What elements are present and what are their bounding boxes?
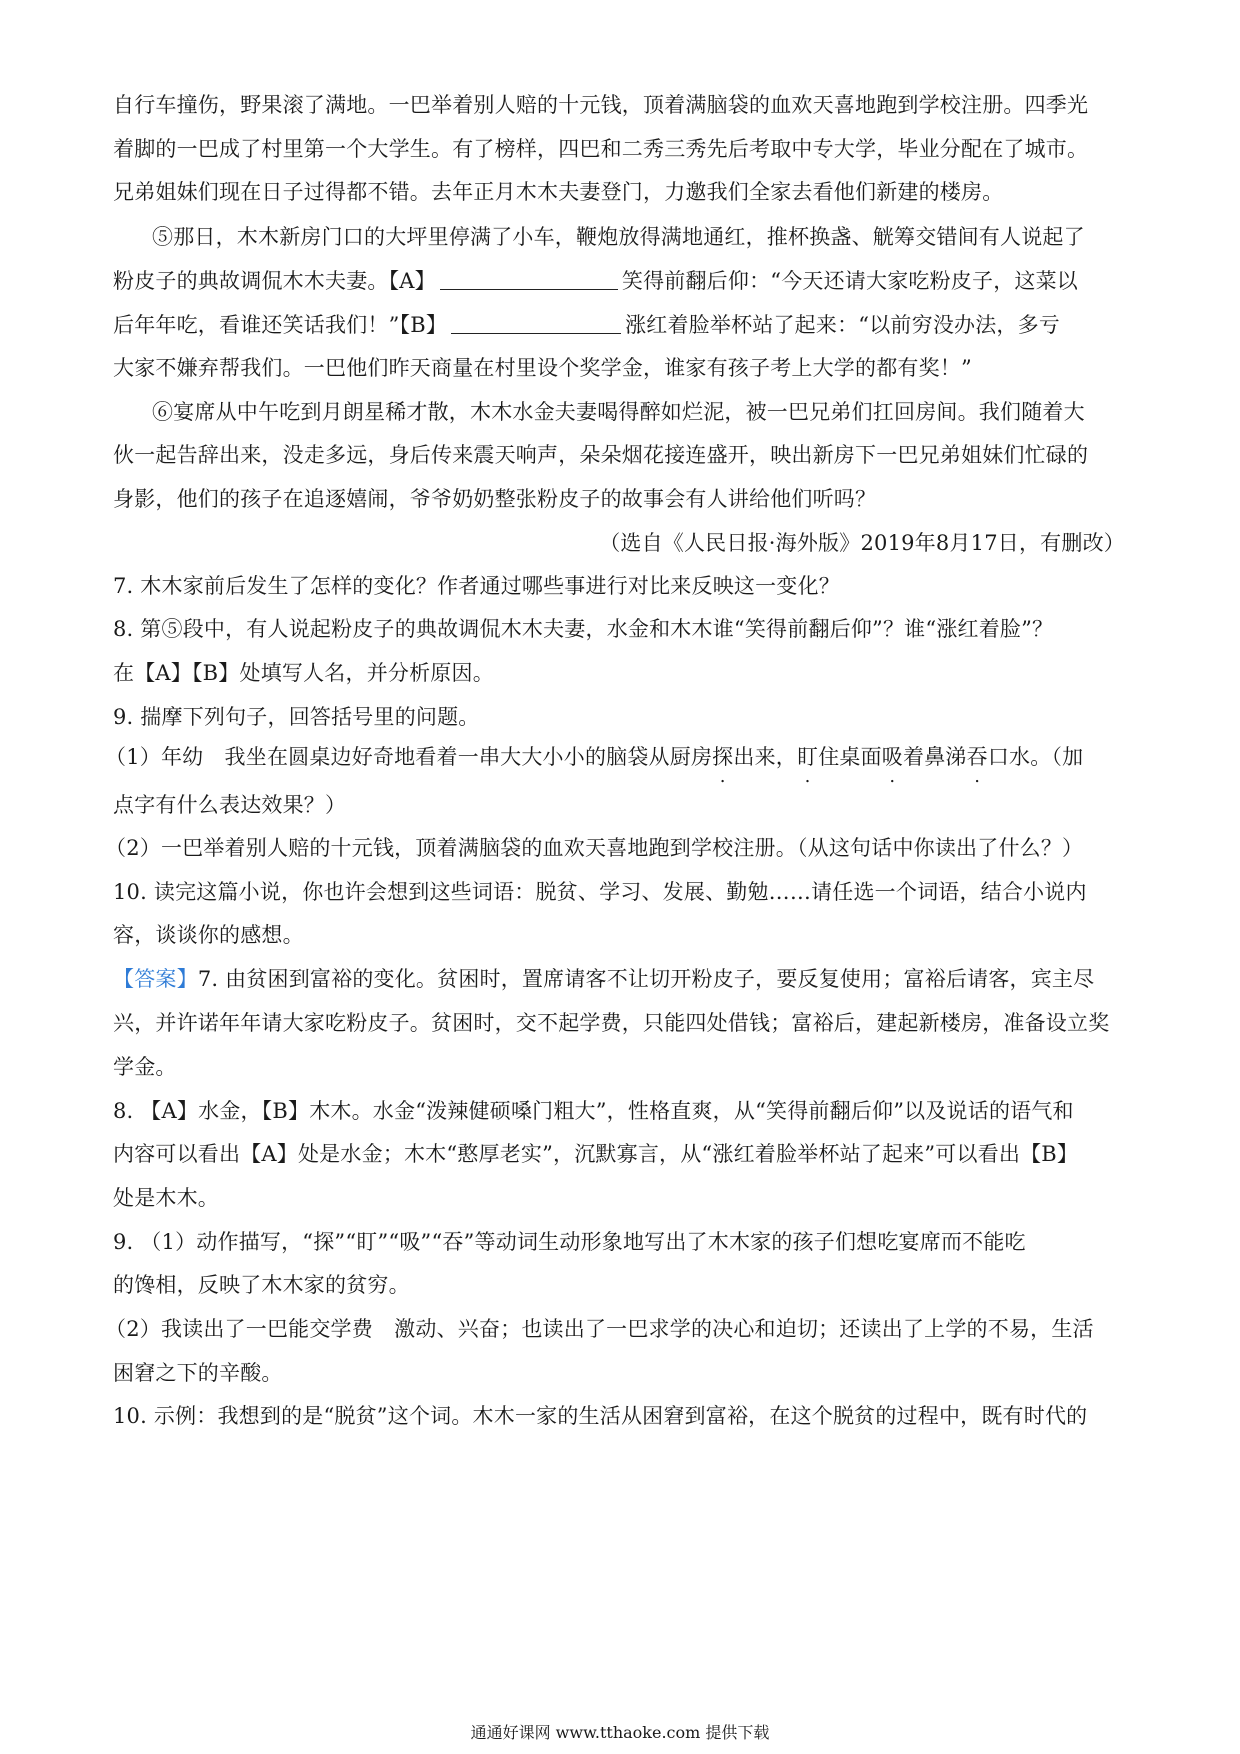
question-8-line-2: 在【A】【B】处填写人名，并分析原因。	[113, 661, 494, 685]
paragraph-6-line-2: 伙一起告辞出来，没走多远，身后传来震天响声，朵朵烟花接连盛开，映出新房下一巴兄弟姐妹们忙碌的	[113, 443, 1089, 467]
answer-9-line-2: 的馋相，反映了木木家的贫穷。	[113, 1273, 410, 1297]
answer-9-line-1: 9. （1）动作描写，“探”“盯”“吸”“吞”等动词生动形象地写出了木木家的孩子们想吃宴席而不能吃	[113, 1230, 1026, 1254]
q9-1-text-pre: （1）年幼 我坐在圆桌边好奇地看着一串大大小小的脑袋从厨房	[105, 745, 713, 769]
paragraph-5-line-3	[113, 310, 1133, 340]
story-line-1: 自行车撞伤，野果滚了满地。一巴举着别人赔的十元钱，顶着满脑袋的血欢天喜地跑到学校注册。四季光	[113, 93, 1089, 117]
dotted-word-xi: 吸	[881, 745, 903, 769]
paragraph-6-line-3: 身影，他们的孩子在追逐嬉闹，爷爷奶奶整张粉皮子的故事会有人讲给他们听吗？	[113, 487, 877, 511]
blank-b	[451, 313, 621, 334]
dotted-word-tun: 吞	[966, 745, 988, 769]
paragraph-5-text-a: 粉皮子的典故调侃木木夫妻。【A】	[113, 269, 436, 293]
paragraph-5-text-b: 笑得前翻后仰：“今天还请大家吃粉皮子，这菜以	[621, 269, 1079, 293]
paragraph-5-text-d: 涨红着脸举杯站了起来：“以前穷没办法，多亏	[625, 313, 1061, 337]
question-9-2: （2）一巴举着别人赔的十元钱，顶着满脑袋的血欢天喜地跑到学校注册。（从这句话中你读出了什么？）	[105, 836, 1084, 860]
dotted-word-ding: 盯	[796, 745, 819, 769]
answer-8-line-2: 内容可以看出【A】处是水金；木木“憨厚老实”，沉默寡言，从“涨红着脸举杯站了起来”可以看出【B】	[113, 1142, 1079, 1166]
answer-7-text: 7. 由贫困到富裕的变化。贫困时，置席请客不让切开粉皮子，要反复使用；富裕后请客，宾主尽	[197, 967, 1095, 991]
story-line-3: 兄弟姐妹们现在日子过得都不错。去年正月木木夫妻登门，力邀我们全家去看他们新建的楼房。	[113, 180, 1004, 204]
question-8-line-1: 8. 第⑤段中，有人说起粉皮子的典故调侃木木夫妻，水金和木木谁“笑得前翻后仰”？谁“涨红着脸”？	[113, 617, 1054, 641]
q9-1-text-mid1: 出来，	[733, 745, 797, 769]
answer-9-line-4: 困窘之下的辛酸。	[113, 1361, 283, 1385]
answer-8-line-3: 处是木木。	[113, 1186, 219, 1210]
dotted-word-tan: 探	[712, 745, 734, 769]
paragraph-6-line-1: ⑥宴席从中午吃到月朗星稀才散，木木水金夫妻喝得醉如烂泥，被一巴兄弟们扛回房间。我们随着大	[152, 400, 1085, 424]
answer-tag: 【答案】	[113, 967, 198, 991]
story-line-2: 着脚的一巴成了村里第一个大学生。有了榜样，四巴和二秀三秀先后考取中专大学，毕业分配在了城市。	[113, 137, 1089, 161]
answer-7-line-2: 兴，并许诺年年请大家吃粉皮子。贫困时，交不起学费，只能四处借钱；富裕后，建起新楼房，准备设立奖	[113, 1011, 1110, 1035]
answer-10-line-1: 10. 示例：我想到的是“脱贫”这个词。木木一家的生活从困窘到富裕，在这个脱贫的过程中，既有时代的	[113, 1404, 1088, 1428]
question-10-line-2: 容，谈谈你的感想。	[113, 923, 304, 947]
paragraph-5-text-c: 后年年吃，看谁还笑话我们！”【B】	[113, 313, 448, 337]
question-10-line-1: 10. 读完这篇小说，你也许会想到这些词语：脱贫、学习、发展、勤勉……请任选一个词语，结合小说内	[113, 880, 1087, 904]
paragraph-5-line-2	[113, 266, 1133, 296]
q9-1-text-mid2: 住桌面	[818, 745, 882, 769]
answer-9-line-3: （2）我读出了一巴能交学费 激动、兴奋；也读出了一巴求学的决心和迫切；还读出了上学的不易，生活	[105, 1317, 1094, 1341]
answer-7-line-3: 学金。	[113, 1055, 177, 1079]
paragraph-5-line-4: 大家不嫌弃帮我们。一巴他们昨天商量在村里设个奖学金，谁家有孩子考上大学的都有奖！”	[113, 356, 972, 380]
question-9-1-line-2: 点字有什么表达效果？）	[113, 793, 347, 817]
q9-1-text-post: 口水。（加	[987, 745, 1084, 769]
question-9: 9. 揣摩下列句子，回答括号里的问题。	[113, 705, 480, 729]
answer-7-line-1	[113, 964, 1133, 994]
source-citation: （选自《人民日报·海外版》2019年8月17日，有删改）	[599, 531, 1125, 555]
footer-download-note: 通通好课网 www.tthaoke.com 提供下载	[470, 1723, 770, 1742]
question-7: 7. 木木家前后发生了怎样的变化？作者通过哪些事进行对比来反映这一变化？	[113, 574, 840, 598]
blank-a	[440, 269, 618, 290]
q9-1-text-mid3: 着鼻涕	[903, 745, 967, 769]
question-9-1-line-1	[105, 742, 1125, 772]
answer-8-line-1: 8. 【A】水金，【B】木木。水金“泼辣健硕嗓门粗大”，性格直爽，从“笑得前翻后仰”以及说话的语气和	[113, 1099, 1074, 1123]
paragraph-5-line-1: ⑤那日，木木新房门口的大坪里停满了小车，鞭炮放得满地通红，推杯换盏、觥筹交错间有人说起了	[152, 225, 1085, 249]
